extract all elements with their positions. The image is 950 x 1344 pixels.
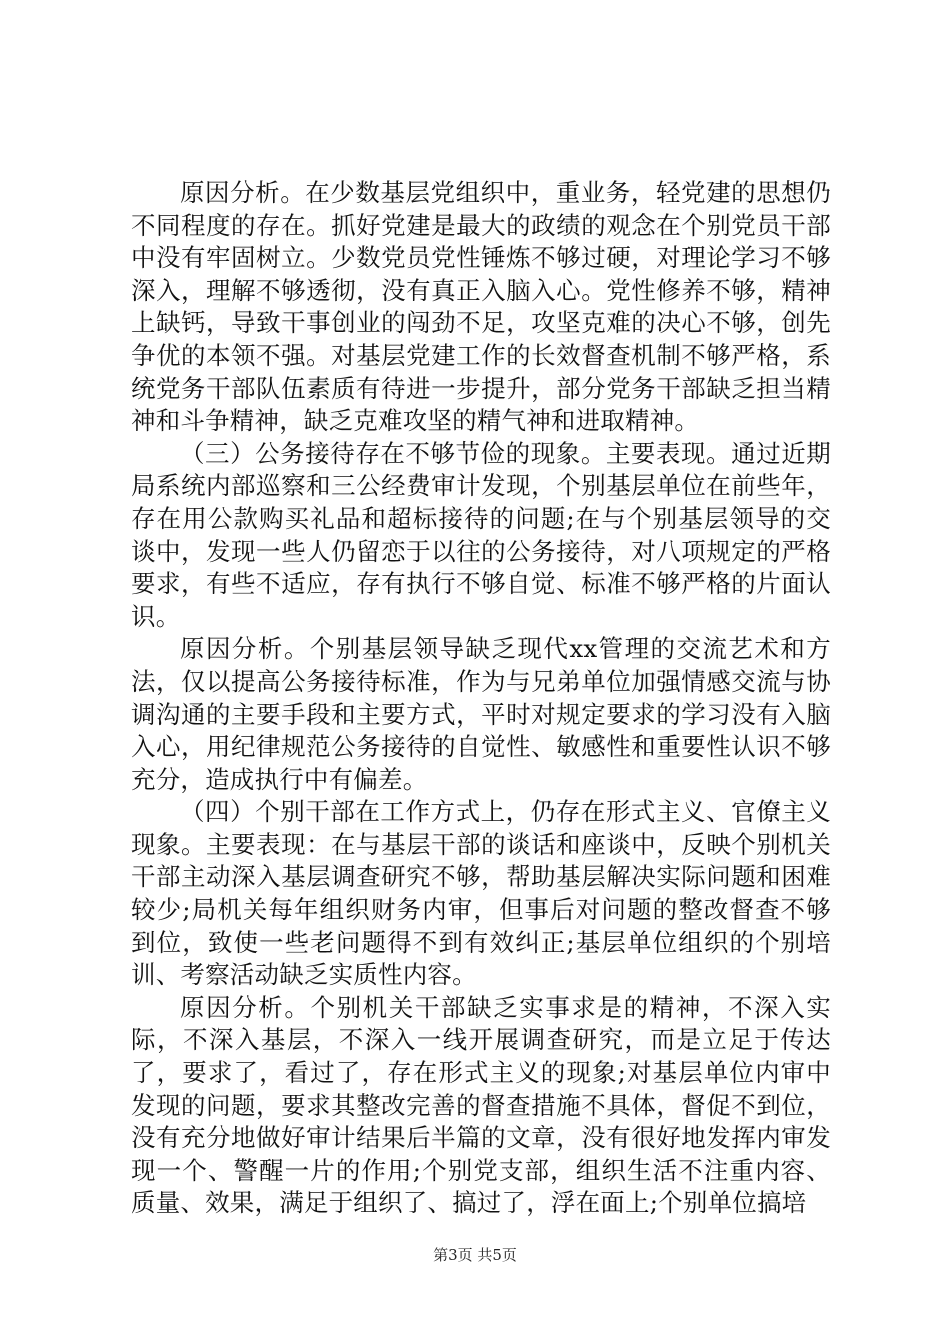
page-footer <box>0 1245 950 1265</box>
page-number: 第3页 共5页 <box>433 1246 517 1264</box>
paragraph-cause-analysis-party-building: 原因分析。在少数基层党组织中，重业务，轻党建的思想仍不同程度的存在。抓好党建是最大的政绩的观念在个别党员干部中没有牢固树立。少数党员党性锤炼不够过硬，对理论学习不够深入，理解不够透彻，没有真正入脑入心。党性修养不够，精神上缺钙，导致干事创业的闯劲不足，攻坚克难的决心不够，创先争优的本领不强。对基层党建工作的长效督查机制不够严格，系统党务干部队伍素质有待进一步提升，部分党务干部缺乏担当精神和斗争精神，缺乏克难攻坚的精气神和进取精神。 <box>131 178 831 436</box>
paragraph-cause-analysis-reception: 原因分析。个别基层领导缺乏现代xx管理的交流艺术和方法，仅以提高公务接待标准，作为与兄弟单位加强情感交流与协调沟通的主要手段和主要方式，平时对规定要求的学习没有入脑入心，用纪律规范公务接待的自觉性、敏感性和重要性认识不够充分，造成执行中有偏差。 <box>131 634 831 794</box>
paragraph-section-three-reception: （三）公务接待存在不够节俭的现象。主要表现。通过近期局系统内部巡察和三公经费审计发现，个别基层单位在前些年，存在用公款购买礼品和超标接待的问题;在与个别基层领导的交谈中，发现一些人仍留恋于以往的公务接待，对八项规定的严格要求，有些不适应，存有执行不够自觉、标准不够严格的片面认识。 <box>131 438 831 631</box>
document-body <box>131 177 831 1220</box>
paragraph-section-four-formalism: （四）个别干部在工作方式上，仍存在形式主义、官僚主义现象。主要表现：在与基层干部的谈话和座谈中，反映个别机关干部主动深入基层调查研究不够，帮助基层解决实际问题和困难较少;局机关每年组织财务内审，但事后对问题的整改督查不够到位，致使一些老问题得不到有效纠正;基层单位组织的个别培训、考察活动缺乏实质性内容。 <box>131 797 831 990</box>
paragraph-cause-analysis-formalism: 原因分析。个别机关干部缺乏实事求是的精神，不深入实际，不深入基层，不深入一线开展调查研究，而是立足于传达了，要求了，看过了，存在形式主义的现象;对基层单位内审中发现的问题，要求其整改完善的督查措施不具体，督促不到位，没有充分地做好审计结果后半篇的文章，没有很好地发挥内审发现一个、警醒一片的作用;个别党支部，组织生活不注重内容、质量、效果，满足于组织了、搞过了，浮在面上;个别单位搞培 <box>131 992 831 1218</box>
